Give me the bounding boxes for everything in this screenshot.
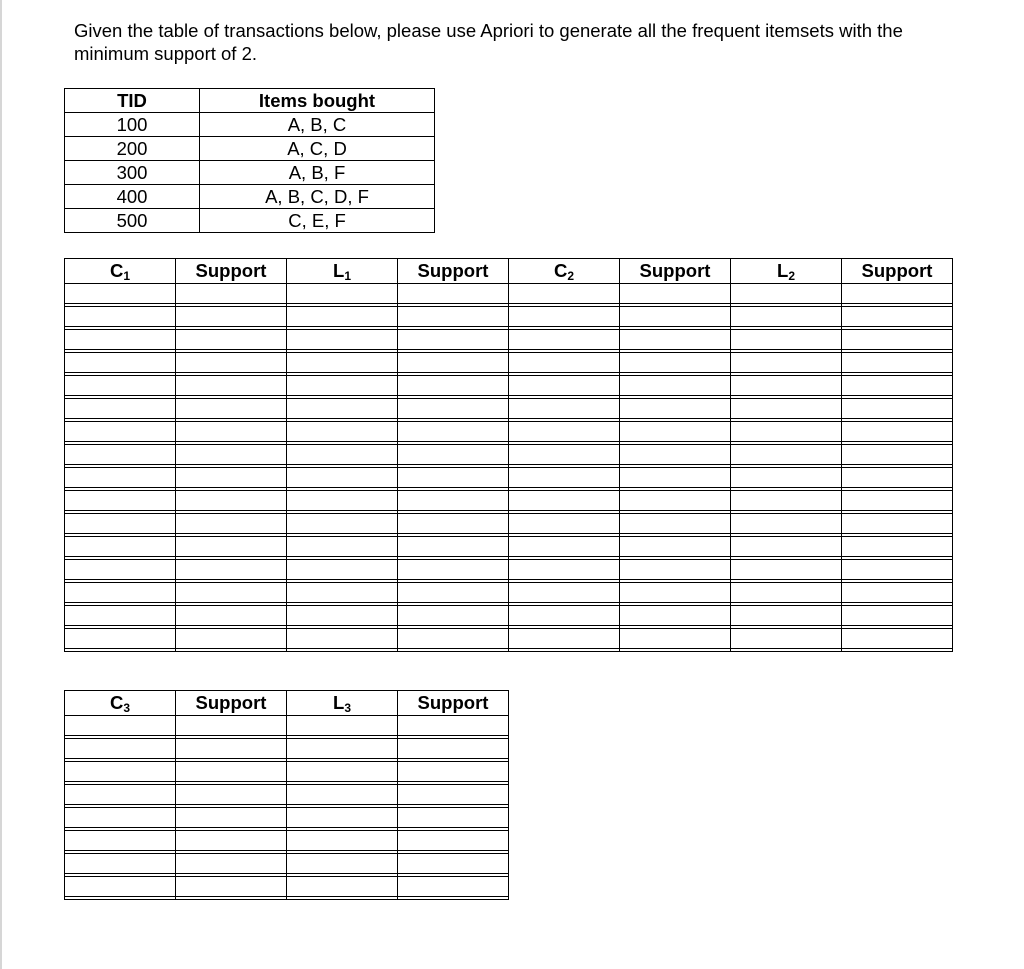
answer-cell[interactable] <box>65 353 176 376</box>
answer-cell[interactable] <box>731 491 842 514</box>
answer-cell[interactable] <box>620 629 731 652</box>
answer-cell[interactable] <box>287 854 398 877</box>
table-row <box>65 353 953 376</box>
answer-cell[interactable] <box>65 606 176 629</box>
l2-header: $L_2$ <box>731 259 842 284</box>
items-cell: A, B, C <box>200 113 435 137</box>
answer-cell[interactable] <box>509 284 620 307</box>
tid-cell: 300 <box>65 161 200 185</box>
apriori-grid-2 <box>64 690 509 900</box>
answer-cell[interactable] <box>65 762 176 785</box>
answer-cell[interactable] <box>176 353 287 376</box>
answer-cell[interactable] <box>842 606 953 629</box>
answer-cell[interactable] <box>842 330 953 353</box>
answer-cell[interactable] <box>65 468 176 491</box>
answer-cell[interactable] <box>620 284 731 307</box>
answer-cell[interactable] <box>398 422 509 445</box>
answer-cell[interactable] <box>65 514 176 537</box>
answer-cell[interactable] <box>65 537 176 560</box>
answer-cell[interactable] <box>509 491 620 514</box>
answer-cell[interactable] <box>65 445 176 468</box>
answer-cell[interactable] <box>176 831 287 854</box>
table-row <box>65 854 509 877</box>
answer-cell[interactable] <box>287 560 398 583</box>
answer-cell[interactable] <box>398 468 509 491</box>
answer-cell[interactable] <box>398 808 509 831</box>
answer-cell[interactable] <box>731 330 842 353</box>
answer-cell[interactable] <box>620 445 731 468</box>
answer-cell[interactable] <box>287 716 398 739</box>
answer-cell[interactable] <box>842 353 953 376</box>
answer-cell[interactable] <box>620 422 731 445</box>
answer-cell[interactable] <box>398 376 509 399</box>
answer-cell[interactable] <box>731 376 842 399</box>
table-row <box>65 307 953 330</box>
transactions-table <box>64 88 435 233</box>
table-row <box>65 785 509 808</box>
answer-cell[interactable] <box>731 514 842 537</box>
table-row <box>65 422 953 445</box>
answer-cell[interactable] <box>65 854 176 877</box>
apriori-grid-1 <box>64 258 953 652</box>
answer-cell[interactable] <box>65 284 176 307</box>
answer-cell[interactable] <box>398 785 509 808</box>
question-text: Given the table of transactions below, please use Apriori to generate all the frequent itemsets with the minimum support of 2. <box>74 20 903 64</box>
answer-cell[interactable] <box>842 445 953 468</box>
table-row <box>65 468 953 491</box>
answer-cell[interactable] <box>65 629 176 652</box>
support-header: Support <box>620 259 731 284</box>
answer-cell[interactable] <box>287 831 398 854</box>
answer-cell[interactable] <box>509 629 620 652</box>
answer-cell[interactable] <box>842 284 953 307</box>
answer-cell[interactable] <box>842 514 953 537</box>
answer-cell[interactable] <box>65 376 176 399</box>
answer-cell[interactable] <box>176 606 287 629</box>
answer-cell[interactable] <box>65 739 176 762</box>
answer-cell[interactable] <box>731 629 842 652</box>
answer-cell[interactable] <box>176 422 287 445</box>
answer-cell[interactable] <box>842 537 953 560</box>
items-cell: C, E, F <box>200 209 435 233</box>
answer-cell[interactable] <box>398 606 509 629</box>
answer-cell[interactable] <box>176 762 287 785</box>
answer-cell[interactable] <box>509 445 620 468</box>
answer-cell[interactable] <box>287 583 398 606</box>
answer-cell[interactable] <box>398 399 509 422</box>
answer-cell[interactable] <box>176 739 287 762</box>
answer-cell[interactable] <box>731 353 842 376</box>
answer-cell[interactable] <box>176 785 287 808</box>
answer-cell[interactable] <box>620 560 731 583</box>
table-row <box>65 445 953 468</box>
answer-cell[interactable] <box>287 739 398 762</box>
answer-cell[interactable] <box>287 468 398 491</box>
answer-cell[interactable] <box>731 445 842 468</box>
answer-cell[interactable] <box>287 491 398 514</box>
table-row <box>65 762 509 785</box>
answer-cell[interactable] <box>509 399 620 422</box>
support-header: Support <box>398 259 509 284</box>
answer-cell[interactable] <box>620 468 731 491</box>
support-header: Support <box>398 691 509 716</box>
items-cell: A, B, C, D, F <box>200 185 435 209</box>
answer-cell[interactable] <box>176 514 287 537</box>
answer-cell[interactable] <box>731 307 842 330</box>
tid-header: TID <box>65 89 200 113</box>
table-row <box>65 808 509 831</box>
answer-cell[interactable] <box>398 583 509 606</box>
answer-cell[interactable] <box>398 307 509 330</box>
items-cell: A, B, F <box>200 161 435 185</box>
answer-cell[interactable] <box>287 537 398 560</box>
answer-cell[interactable] <box>65 422 176 445</box>
grid-header-row <box>65 691 509 716</box>
answer-cell[interactable] <box>398 445 509 468</box>
answer-cell[interactable] <box>287 606 398 629</box>
answer-cell[interactable] <box>842 468 953 491</box>
answer-cell[interactable] <box>842 560 953 583</box>
answer-cell[interactable] <box>398 762 509 785</box>
answer-cell[interactable] <box>65 716 176 739</box>
answer-cell[interactable] <box>620 307 731 330</box>
answer-cell[interactable] <box>176 445 287 468</box>
answer-cell[interactable] <box>287 762 398 785</box>
answer-cell[interactable] <box>287 307 398 330</box>
answer-cell[interactable] <box>842 399 953 422</box>
answer-cell[interactable] <box>176 877 287 900</box>
answer-cell[interactable] <box>398 491 509 514</box>
answer-cell[interactable] <box>398 353 509 376</box>
answer-cell[interactable] <box>731 422 842 445</box>
support-header: Support <box>176 691 287 716</box>
answer-cell[interactable] <box>842 376 953 399</box>
answer-cell[interactable] <box>509 560 620 583</box>
table-row <box>65 537 953 560</box>
answer-cell[interactable] <box>398 877 509 900</box>
answer-cell[interactable] <box>731 537 842 560</box>
answer-cell[interactable] <box>287 629 398 652</box>
answer-cell[interactable] <box>731 583 842 606</box>
answer-cell[interactable] <box>176 399 287 422</box>
answer-cell[interactable] <box>65 831 176 854</box>
answer-cell[interactable] <box>509 422 620 445</box>
answer-cell[interactable] <box>731 399 842 422</box>
answer-cell[interactable] <box>509 307 620 330</box>
answer-cell[interactable] <box>176 468 287 491</box>
answer-cell[interactable] <box>176 854 287 877</box>
answer-cell[interactable] <box>509 583 620 606</box>
table-row <box>65 376 953 399</box>
answer-cell[interactable] <box>842 629 953 652</box>
tid-cell: 200 <box>65 137 200 161</box>
answer-cell[interactable] <box>65 583 176 606</box>
answer-cell[interactable] <box>287 353 398 376</box>
grid-header-row <box>65 259 953 284</box>
support-header: Support <box>176 259 287 284</box>
answer-cell[interactable] <box>509 514 620 537</box>
table-row <box>65 560 953 583</box>
table-row <box>65 583 953 606</box>
table-row <box>65 629 953 652</box>
answer-cell[interactable] <box>620 330 731 353</box>
c2-header: $C_2$ <box>509 259 620 284</box>
answer-cell[interactable] <box>398 739 509 762</box>
table-row <box>65 739 509 762</box>
answer-cell[interactable] <box>731 284 842 307</box>
answer-cell[interactable] <box>65 307 176 330</box>
answer-cell[interactable] <box>65 785 176 808</box>
table-row <box>65 284 953 307</box>
answer-cell[interactable] <box>176 284 287 307</box>
answer-cell[interactable] <box>620 514 731 537</box>
answer-cell[interactable] <box>176 491 287 514</box>
answer-cell[interactable] <box>509 330 620 353</box>
answer-cell[interactable] <box>287 514 398 537</box>
answer-cell[interactable] <box>509 606 620 629</box>
answer-cell[interactable] <box>287 376 398 399</box>
answer-cell[interactable] <box>398 514 509 537</box>
answer-cell[interactable] <box>176 629 287 652</box>
answer-cell[interactable] <box>620 399 731 422</box>
table-header-row <box>65 89 435 113</box>
table-row <box>65 831 509 854</box>
table-row <box>65 330 953 353</box>
answer-cell[interactable] <box>620 491 731 514</box>
l1-header: $L_1$ <box>287 259 398 284</box>
table-row <box>65 877 509 900</box>
answer-cell[interactable] <box>176 307 287 330</box>
tid-cell: 500 <box>65 209 200 233</box>
answer-cell[interactable] <box>287 785 398 808</box>
answer-cell[interactable] <box>398 629 509 652</box>
answer-cell[interactable] <box>176 330 287 353</box>
answer-cell[interactable] <box>509 537 620 560</box>
answer-cell[interactable] <box>509 468 620 491</box>
answer-cell[interactable] <box>620 606 731 629</box>
l3-header: $L_3$ <box>287 691 398 716</box>
table-row <box>65 209 435 233</box>
answer-cell[interactable] <box>65 399 176 422</box>
support-header: Support <box>842 259 953 284</box>
table-row <box>65 606 953 629</box>
page-edge <box>0 0 2 969</box>
answer-cell[interactable] <box>398 537 509 560</box>
answer-cell[interactable] <box>398 716 509 739</box>
answer-cell[interactable] <box>398 854 509 877</box>
table-row <box>65 137 435 161</box>
answer-cell[interactable] <box>620 376 731 399</box>
answer-cell[interactable] <box>176 560 287 583</box>
answer-cell[interactable] <box>65 808 176 831</box>
answer-cell[interactable] <box>398 284 509 307</box>
answer-cell[interactable] <box>287 808 398 831</box>
answer-cell[interactable] <box>620 583 731 606</box>
answer-cell[interactable] <box>398 560 509 583</box>
answer-cell[interactable] <box>65 491 176 514</box>
answer-cell[interactable] <box>287 445 398 468</box>
answer-cell[interactable] <box>731 606 842 629</box>
answer-cell[interactable] <box>287 399 398 422</box>
table-row <box>65 185 435 209</box>
answer-cell[interactable] <box>398 330 509 353</box>
c1-header: $C_1$ <box>65 259 176 284</box>
c3-header: $C_3$ <box>65 691 176 716</box>
answer-cell[interactable] <box>620 353 731 376</box>
table-row <box>65 716 509 739</box>
answer-cell[interactable] <box>731 468 842 491</box>
answer-cell[interactable] <box>620 537 731 560</box>
answer-cell[interactable] <box>176 583 287 606</box>
items-cell: A, C, D <box>200 137 435 161</box>
table-row <box>65 514 953 537</box>
items-header: Items bought <box>200 89 435 113</box>
answer-cell[interactable] <box>509 353 620 376</box>
answer-cell[interactable] <box>287 284 398 307</box>
answer-cell[interactable] <box>65 330 176 353</box>
tid-cell: 100 <box>65 113 200 137</box>
answer-cell[interactable] <box>842 583 953 606</box>
answer-cell[interactable] <box>176 376 287 399</box>
answer-cell[interactable] <box>176 537 287 560</box>
answer-cell[interactable] <box>65 560 176 583</box>
answer-cell[interactable] <box>287 330 398 353</box>
answer-cell[interactable] <box>731 560 842 583</box>
table-row <box>65 113 435 137</box>
answer-cell[interactable] <box>176 716 287 739</box>
answer-cell[interactable] <box>287 877 398 900</box>
table-row <box>65 161 435 185</box>
answer-cell[interactable] <box>842 422 953 445</box>
answer-cell[interactable] <box>398 831 509 854</box>
tid-cell: 400 <box>65 185 200 209</box>
answer-cell[interactable] <box>287 422 398 445</box>
answer-cell[interactable] <box>509 376 620 399</box>
answer-cell[interactable] <box>65 877 176 900</box>
table-row <box>65 491 953 514</box>
table-row <box>65 399 953 422</box>
answer-cell[interactable] <box>176 808 287 831</box>
answer-cell[interactable] <box>842 491 953 514</box>
answer-cell[interactable] <box>842 307 953 330</box>
